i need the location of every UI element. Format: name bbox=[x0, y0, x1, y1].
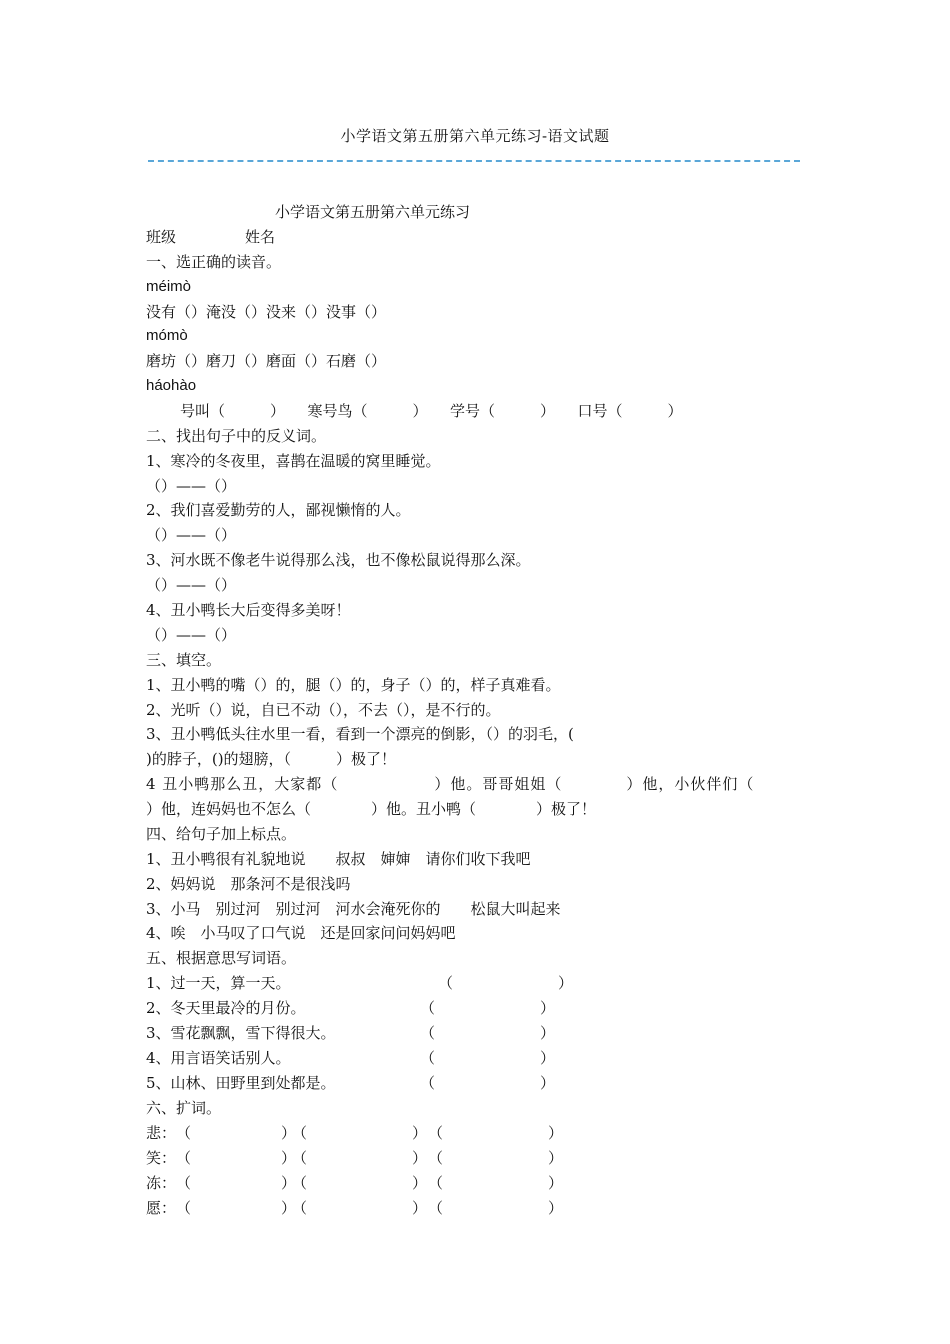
section-2-heading: 二、找出句子中的反义词。 bbox=[146, 427, 327, 445]
fill-blank-line-2: 2、光听（）说，自已不动（），不去（），是不行的。 bbox=[146, 701, 501, 719]
antonym-answer-3: （）——（） bbox=[146, 576, 237, 594]
fill-blank-line-6: ）他，连妈妈也不怎么（ ）他。丑小鸭（ ）极了！ bbox=[146, 800, 597, 818]
punctuation-line-2: 2、妈妈说 那条河不是很浅吗 bbox=[146, 875, 351, 893]
class-label: 班级 bbox=[146, 228, 177, 246]
meaning-answer-blank: （ ） bbox=[420, 1024, 556, 1042]
punctuation-line-4: 4、唉 小马叹了口气说 还是回家问问妈妈吧 bbox=[146, 924, 456, 942]
antonym-question-4: 4、丑小鸭长大后变得多美呀！ bbox=[146, 601, 351, 619]
expand-blank-2: （ ） bbox=[292, 1199, 428, 1217]
expand-blank-2: （ ） bbox=[292, 1149, 428, 1167]
expand-char: 悲： bbox=[146, 1124, 177, 1142]
meaning-answer-blank: （ ） bbox=[438, 974, 574, 992]
expand-blank-3: （ ） bbox=[428, 1124, 564, 1142]
antonym-answer-1: （）——（） bbox=[146, 477, 237, 495]
expand-blank-1: （ ） bbox=[176, 1124, 297, 1142]
section-4-heading: 四、给句子加上标点。 bbox=[146, 825, 297, 843]
expand-blank-1: （ ） bbox=[176, 1174, 297, 1192]
meaning-question: 5、山林、田野里到处都是。 bbox=[146, 1074, 336, 1092]
pinyin-3: háohào bbox=[146, 377, 197, 394]
pinyin-1: méimò bbox=[146, 278, 192, 295]
antonym-question-2: 2、我们喜爱勤劳的人，鄙视懒惰的人。 bbox=[146, 501, 411, 519]
pinyin-2: mómò bbox=[146, 327, 188, 344]
meaning-question: 2、冬天里最冷的月份。 bbox=[146, 999, 306, 1017]
punctuation-line-1: 1、丑小鸭很有礼貌地说 叔叔 婶婶 请你们收下我吧 bbox=[146, 850, 531, 868]
meaning-question: 3、雪花飘飘，雪下得很大。 bbox=[146, 1024, 336, 1042]
expand-blank-3: （ ） bbox=[428, 1199, 564, 1217]
reading-row-2: 磨坊（）磨刀（）磨面（）石磨（） bbox=[146, 352, 387, 370]
expand-blank-2: （ ） bbox=[292, 1124, 428, 1142]
expand-blank-2: （ ） bbox=[292, 1174, 428, 1192]
antonym-answer-2: （）——（） bbox=[146, 526, 237, 544]
expand-blank-3: （ ） bbox=[428, 1149, 564, 1167]
reading-row-3: 号叫（ ） 寒号鸟（ ） 学号（ ） 口号（ ） bbox=[180, 402, 683, 420]
expand-char: 愿： bbox=[146, 1199, 177, 1217]
fill-blank-line-1: 1、丑小鸭的嘴（）的，腿（）的，身子（）的，样子真难看。 bbox=[146, 676, 561, 694]
antonym-answer-4: （）——（） bbox=[146, 626, 237, 644]
section-1-heading: 一、选正确的读音。 bbox=[146, 253, 282, 271]
meaning-answer-blank: （ ） bbox=[420, 1074, 556, 1092]
worksheet-title: 小学语文第五册第六单元练习 bbox=[275, 203, 471, 221]
section-3-heading: 三、填空。 bbox=[146, 651, 222, 669]
reading-row-1: 没有（）淹没（）没来（）没事（） bbox=[146, 303, 387, 321]
expand-blank-1: （ ） bbox=[176, 1199, 297, 1217]
antonym-question-1: 1、寒冷的冬夜里，喜鹊在温暖的窝里睡觉。 bbox=[146, 452, 441, 470]
fill-blank-line-4: )的脖子，()的翅膀，（ ）极了！ bbox=[146, 750, 397, 768]
section-6-heading: 六、扩词。 bbox=[146, 1099, 222, 1117]
punctuation-line-3: 3、小马 别过河 别过河 河水会淹死你的 松鼠大叫起来 bbox=[146, 900, 561, 918]
page-title: 小学语文第五册第六单元练习-语文试题 bbox=[340, 127, 610, 145]
meaning-answer-blank: （ ） bbox=[420, 1049, 556, 1067]
title-dashed-rule bbox=[148, 160, 800, 162]
meaning-question: 4、用言语笑话别人。 bbox=[146, 1049, 291, 1067]
expand-char: 冻： bbox=[146, 1174, 177, 1192]
section-5-heading: 五、根据意思写词语。 bbox=[146, 949, 297, 967]
expand-blank-1: （ ） bbox=[176, 1149, 297, 1167]
fill-blank-line-3: 3、丑小鸭低头往水里一看，看到一个漂亮的倒影，（）的羽毛，( bbox=[146, 725, 574, 743]
expand-blank-3: （ ） bbox=[428, 1174, 564, 1192]
name-label: 姓名 bbox=[245, 228, 276, 246]
meaning-question: 1、过一天，算一天。 bbox=[146, 974, 291, 992]
expand-char: 笑： bbox=[146, 1149, 177, 1167]
meaning-answer-blank: （ ） bbox=[420, 999, 556, 1017]
fill-blank-line-5: 4 丑小鸭那么丑，大家都（ ）他。哥哥姐姐（ ）他，小伙伴们（ bbox=[146, 775, 755, 793]
antonym-question-3: 3、河水既不像老牛说得那么浅，也不像松鼠说得那么深。 bbox=[146, 551, 531, 569]
